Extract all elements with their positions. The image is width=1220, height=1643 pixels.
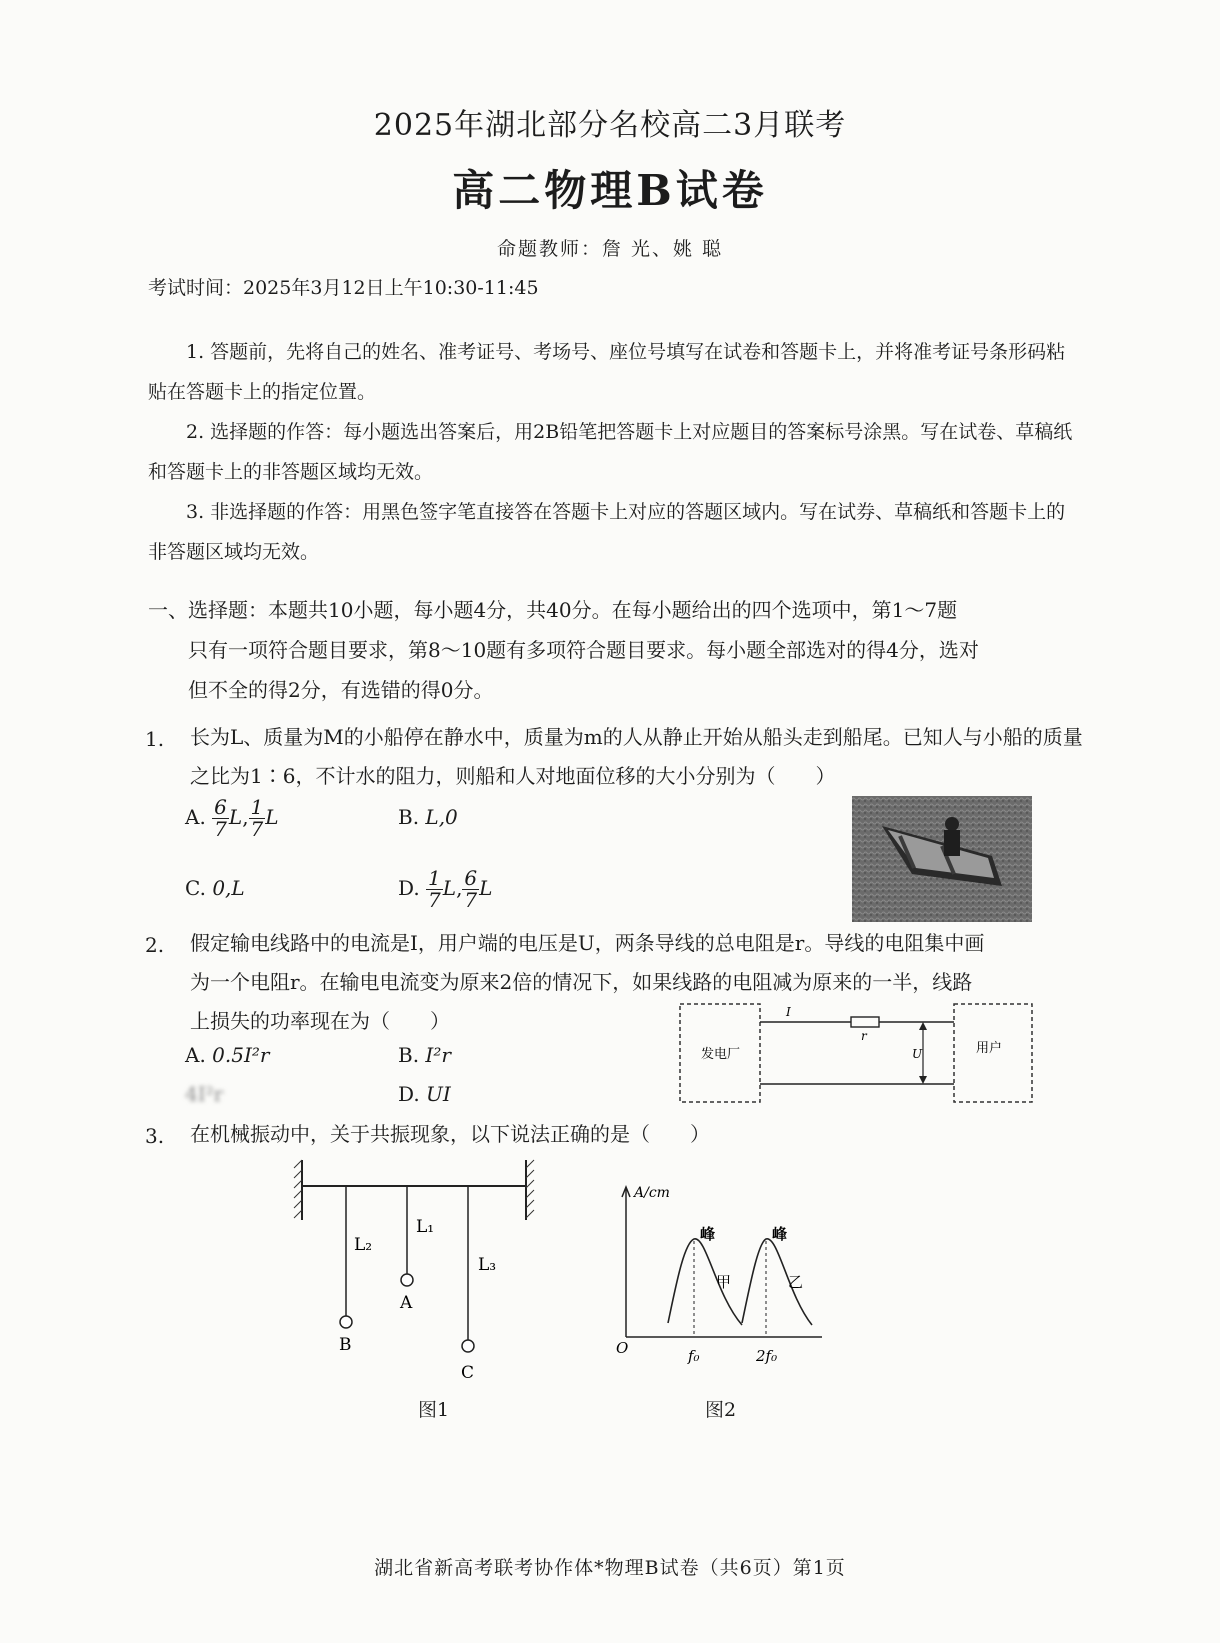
label-l2: L₂ bbox=[354, 1235, 373, 1255]
figure-2-caption: 图2 bbox=[705, 1399, 737, 1421]
exam-title: 高二物理B试卷 bbox=[452, 166, 768, 215]
pendulum-b bbox=[340, 1316, 352, 1328]
origin-label: O bbox=[616, 1339, 629, 1357]
exam-title-line1: 2025年湖北部分名校高二3月联考 bbox=[373, 108, 847, 143]
plant-label: 发电厂 bbox=[701, 1047, 741, 1062]
resistor bbox=[851, 1017, 879, 1027]
fraction: $\frac{6}{7}$ bbox=[464, 866, 478, 912]
q1-option-b: B. L,0 bbox=[398, 805, 458, 829]
y-axis-label: A/cm bbox=[634, 1185, 670, 1201]
q1-number: 1. bbox=[145, 727, 165, 751]
curve-label-jia: 甲 bbox=[716, 1273, 732, 1291]
q1-option-c: C. 0,L bbox=[185, 876, 245, 900]
transmission-circuit bbox=[676, 1000, 1036, 1108]
q2-line-3: 上损失的功率现在为（ ） bbox=[190, 1009, 450, 1033]
q1-text: 长为L、质量为M的小船停在静水中，质量为m的人从静止开始从船头走到船尾。已知人与小船的质量之比为1∶6，不计水的阻力，则船和人对地面位移的大小分别为（ ） bbox=[190, 725, 1083, 788]
q2-option-d: D. UI bbox=[398, 1082, 451, 1106]
fraction: $\frac{6}{7}$ bbox=[214, 795, 227, 841]
section-heading bbox=[148, 590, 1088, 710]
q1-option-a: A. $\frac{6}{7}$ L, $\frac{1}{7}$ L bbox=[185, 795, 279, 841]
section-line-3: 但不全的得2分，有选错的得0分。 bbox=[188, 678, 494, 702]
label-a: A bbox=[400, 1293, 413, 1313]
voltage-label: U bbox=[912, 1047, 923, 1061]
label-c: C bbox=[461, 1363, 475, 1383]
q2-line-2: 为一个电阻r。在输电电流变为原来2倍的情况下，如果线路的电阻减为原来的一半，线路 bbox=[190, 970, 973, 994]
fraction: $\frac{1}{7}$ bbox=[250, 795, 264, 841]
option-label: A. bbox=[185, 805, 206, 829]
user-label: 用户 bbox=[976, 1041, 1003, 1056]
section-line-1: 一、选择题：本题共10小题，每小题4分，共40分。在每小题给出的四个选项中，第1～7题 bbox=[148, 598, 958, 622]
option-label: D. bbox=[398, 876, 420, 900]
boat-photo bbox=[852, 796, 1032, 922]
label-l3: L₃ bbox=[478, 1255, 497, 1275]
pendulum-a bbox=[401, 1274, 413, 1286]
peak-label-1: 峰 bbox=[700, 1225, 716, 1243]
current-label: I bbox=[786, 1005, 791, 1019]
page-footer: 湖北省新高考联考协作体*物理B试卷（共6页）第1页 bbox=[374, 1557, 846, 1579]
note-3: 3. 非选择题的作答：用黑色签字笔直接答在答题卡上对应的答题区域内。写在试券、草稿纸和答题卡上的非答题区域均无效。 bbox=[148, 501, 1066, 563]
q2-option-a: A. 0.5I²r bbox=[185, 1043, 270, 1067]
figure-2-resonance-curves bbox=[612, 1175, 832, 1375]
exam-time: 考试时间：2025年3月12日上午10:30-11:45 bbox=[148, 277, 539, 299]
label-l1: L₁ bbox=[416, 1217, 435, 1237]
resistor-label: r bbox=[861, 1029, 867, 1043]
pendulum-c bbox=[462, 1340, 474, 1352]
peak-label-2: 峰 bbox=[772, 1225, 788, 1243]
f0-label: f₀ bbox=[688, 1347, 700, 1365]
label-b: B bbox=[339, 1335, 352, 1355]
figure-1-caption: 图1 bbox=[418, 1399, 450, 1421]
note-1: 1. 答题前，先将自己的姓名、准考证号、考场号、座位号填写在试卷和答题卡上，并将准考证号条形码粘贴在答题卡上的指定位置。 bbox=[148, 341, 1066, 403]
q2-line-1: 假定输电线路中的电流是I，用户端的电压是U，两条导线的总电阻是r。导线的电阻集中画 bbox=[190, 931, 985, 955]
q1-option-d: D. $\frac{1}{7}$ L, $\frac{6}{7}$ L bbox=[398, 866, 493, 912]
question-setters: 命题教师：詹 光、姚 聪 bbox=[496, 238, 724, 260]
note-2: 2. 选择题的作答：每小题选出答案后，用2B铅笔把答题卡上对应题目的答案标号涂黑。写在试卷、草稿纸和答题卡上的非答题区域均无效。 bbox=[148, 421, 1073, 483]
q3-text: 在机械振动中，关于共振现象，以下说法正确的是（ ） bbox=[190, 1122, 710, 1146]
q2-number: 2. bbox=[145, 933, 165, 957]
q2-option-b: B. I²r bbox=[398, 1043, 451, 1067]
q3-number: 3. bbox=[145, 1124, 165, 1148]
section-line-2: 只有一项符合题目要求，第8～10题有多项符合题目要求。每小题全部选对的得4分，选对 bbox=[188, 638, 979, 662]
2f0-label: 2f₀ bbox=[756, 1347, 778, 1365]
figure-1-pendulums bbox=[290, 1150, 540, 1390]
fraction: $\frac{1}{7}$ bbox=[428, 866, 441, 912]
q2-option-c-obscured: 4I²r bbox=[185, 1082, 224, 1106]
curve-label-yi: 乙 bbox=[788, 1273, 804, 1291]
